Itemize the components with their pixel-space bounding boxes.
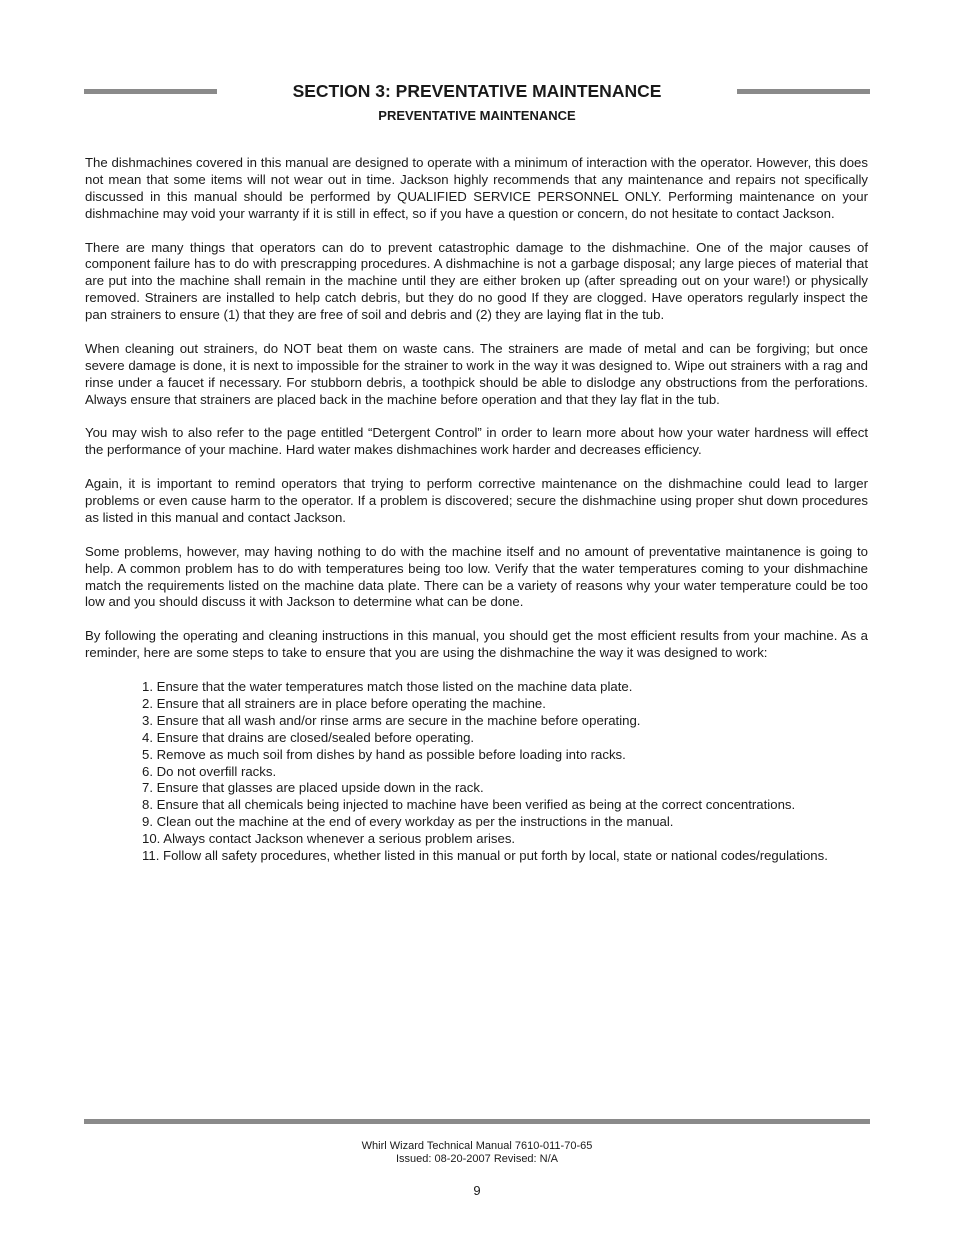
- list-item: 11. Follow all safety procedures, whether listed in this manual or put forth by local, state or national codes/regulations.: [142, 848, 828, 864]
- paragraph-detergent: You may wish to also refer to the page entitled “Detergent Control” in order to learn more about how your water hardness will effect the performance of your machine. Hard water makes dishmachines work harder and decreases efficiency.: [85, 425, 868, 458]
- list-item: 3. Ensure that all wash and/or rinse arms are secure in the machine before operating.: [142, 712, 641, 728]
- paragraph-strainers: When cleaning out strainers, do NOT beat them on waste cans. The strainers are made of metal and can be forgiving; but once severe damage is done, it is next to impossible for the strainer to work in the way it was designed to. Wipe out strainers with a rag and rinse under a faucet if necessary. For stubborn debris, a toothpick should be able to dislodge any obstructions from the perforations. Always ensure that strainers are placed back in the machine before operation and that they lay flat in the tub.: [85, 340, 868, 407]
- page-number: 9: [473, 1183, 481, 1198]
- list-item: 8. Ensure that all chemicals being injected to machine have been verified as being at the correct concentrations.: [142, 797, 796, 813]
- paragraph-intro: The dishmachines covered in this manual are designed to operate with a minimum of interaction with the operator. However, this does not mean that some items will not wear out in time. Jackson highly recommends that any maintenance and repairs not specifically discussed in this manual should be performed by QUALIFIED SERVICE PERSONNEL ONLY. Performing maintenance on your dishmachine may void your warranty if it is still in effect, so if you have a question or concern, do not hesitate to contact Jackson.: [85, 155, 868, 221]
- footer-rule: [84, 1119, 870, 1124]
- list-item: 10. Always contact Jackson whenever a serious problem arises.: [142, 831, 516, 847]
- section-subtitle: PREVENTATIVE MAINTENANCE: [378, 108, 576, 123]
- body-text: [85, 155, 868, 865]
- paragraph-temperatures: Some problems, however, may having nothing to do with the machine itself and no amount of preventative maintanence is going to help. A common problem has to do with temperatures being too low. Verify that the water temperatures coming to your dishmachine match the requirements listed on the machine data plate. There can be a variety of reasons why your water temperature could be too low and you should discuss it with Jackson to determine what can be done.: [85, 543, 868, 610]
- paragraph-prescrapping: There are many things that operators can do to prevent catastrophic damage to the dishmachine. One of the major causes of component failure has to do with prescrapping procedures. A dishmachine is not a garbage disposal; any large pieces of material that are put into the machine shall remain in the machine until they are either broken up (after spreading out on your ware!) or physically removed. Strainers are installed to help catch debris, but they do no good If they are clogged. Have operators regularly inspect the pan strainers to ensure (1) that they are free of soil and debris and (2) they are laying flat in the tub.: [85, 239, 868, 323]
- list-item: 6. Do not overfill racks.: [142, 763, 277, 779]
- section-title: SECTION 3: PREVENTATIVE MAINTENANCE: [292, 81, 662, 101]
- header-rule-left: [84, 89, 217, 94]
- list-item: 5. Remove as much soil from dishes by hand as possible before loading into racks.: [142, 746, 626, 762]
- footer-manual-title: Whirl Wizard Technical Manual 7610-011-70-65: [361, 1140, 593, 1152]
- list-item: 2. Ensure that all strainers are in place before operating the machine.: [142, 695, 546, 711]
- list-item: 1. Ensure that the water temperatures match those listed on the machine data plate.: [142, 678, 633, 694]
- paragraph-reminder: By following the operating and cleaning instructions in this manual, you should get the most efficient results from your machine. As a reminder, here are some steps to take to ensure that you are using the dishmachine the way it was designed to work:: [85, 628, 868, 661]
- list-item: 4. Ensure that drains are closed/sealed before operating.: [142, 729, 475, 745]
- maintenance-steps-list: [85, 679, 868, 865]
- list-item: 7. Ensure that glasses are placed upside down in the rack.: [142, 780, 484, 796]
- list-item: 9. Clean out the machine at the end of every workday as per the instructions in the manual.: [142, 814, 674, 830]
- footer-issued-date: Issued: 08-20-2007 Revised: N/A: [395, 1153, 559, 1165]
- header-rule-right: [737, 89, 870, 94]
- paragraph-corrective: Again, it is important to remind operators that trying to perform corrective maintenance on the dishmachine could lead to larger problems or even cause harm to the operator. If a problem is discovered; secure the dishmachine using proper shut down procedures as listed in this manual and contact Jackson.: [85, 476, 868, 525]
